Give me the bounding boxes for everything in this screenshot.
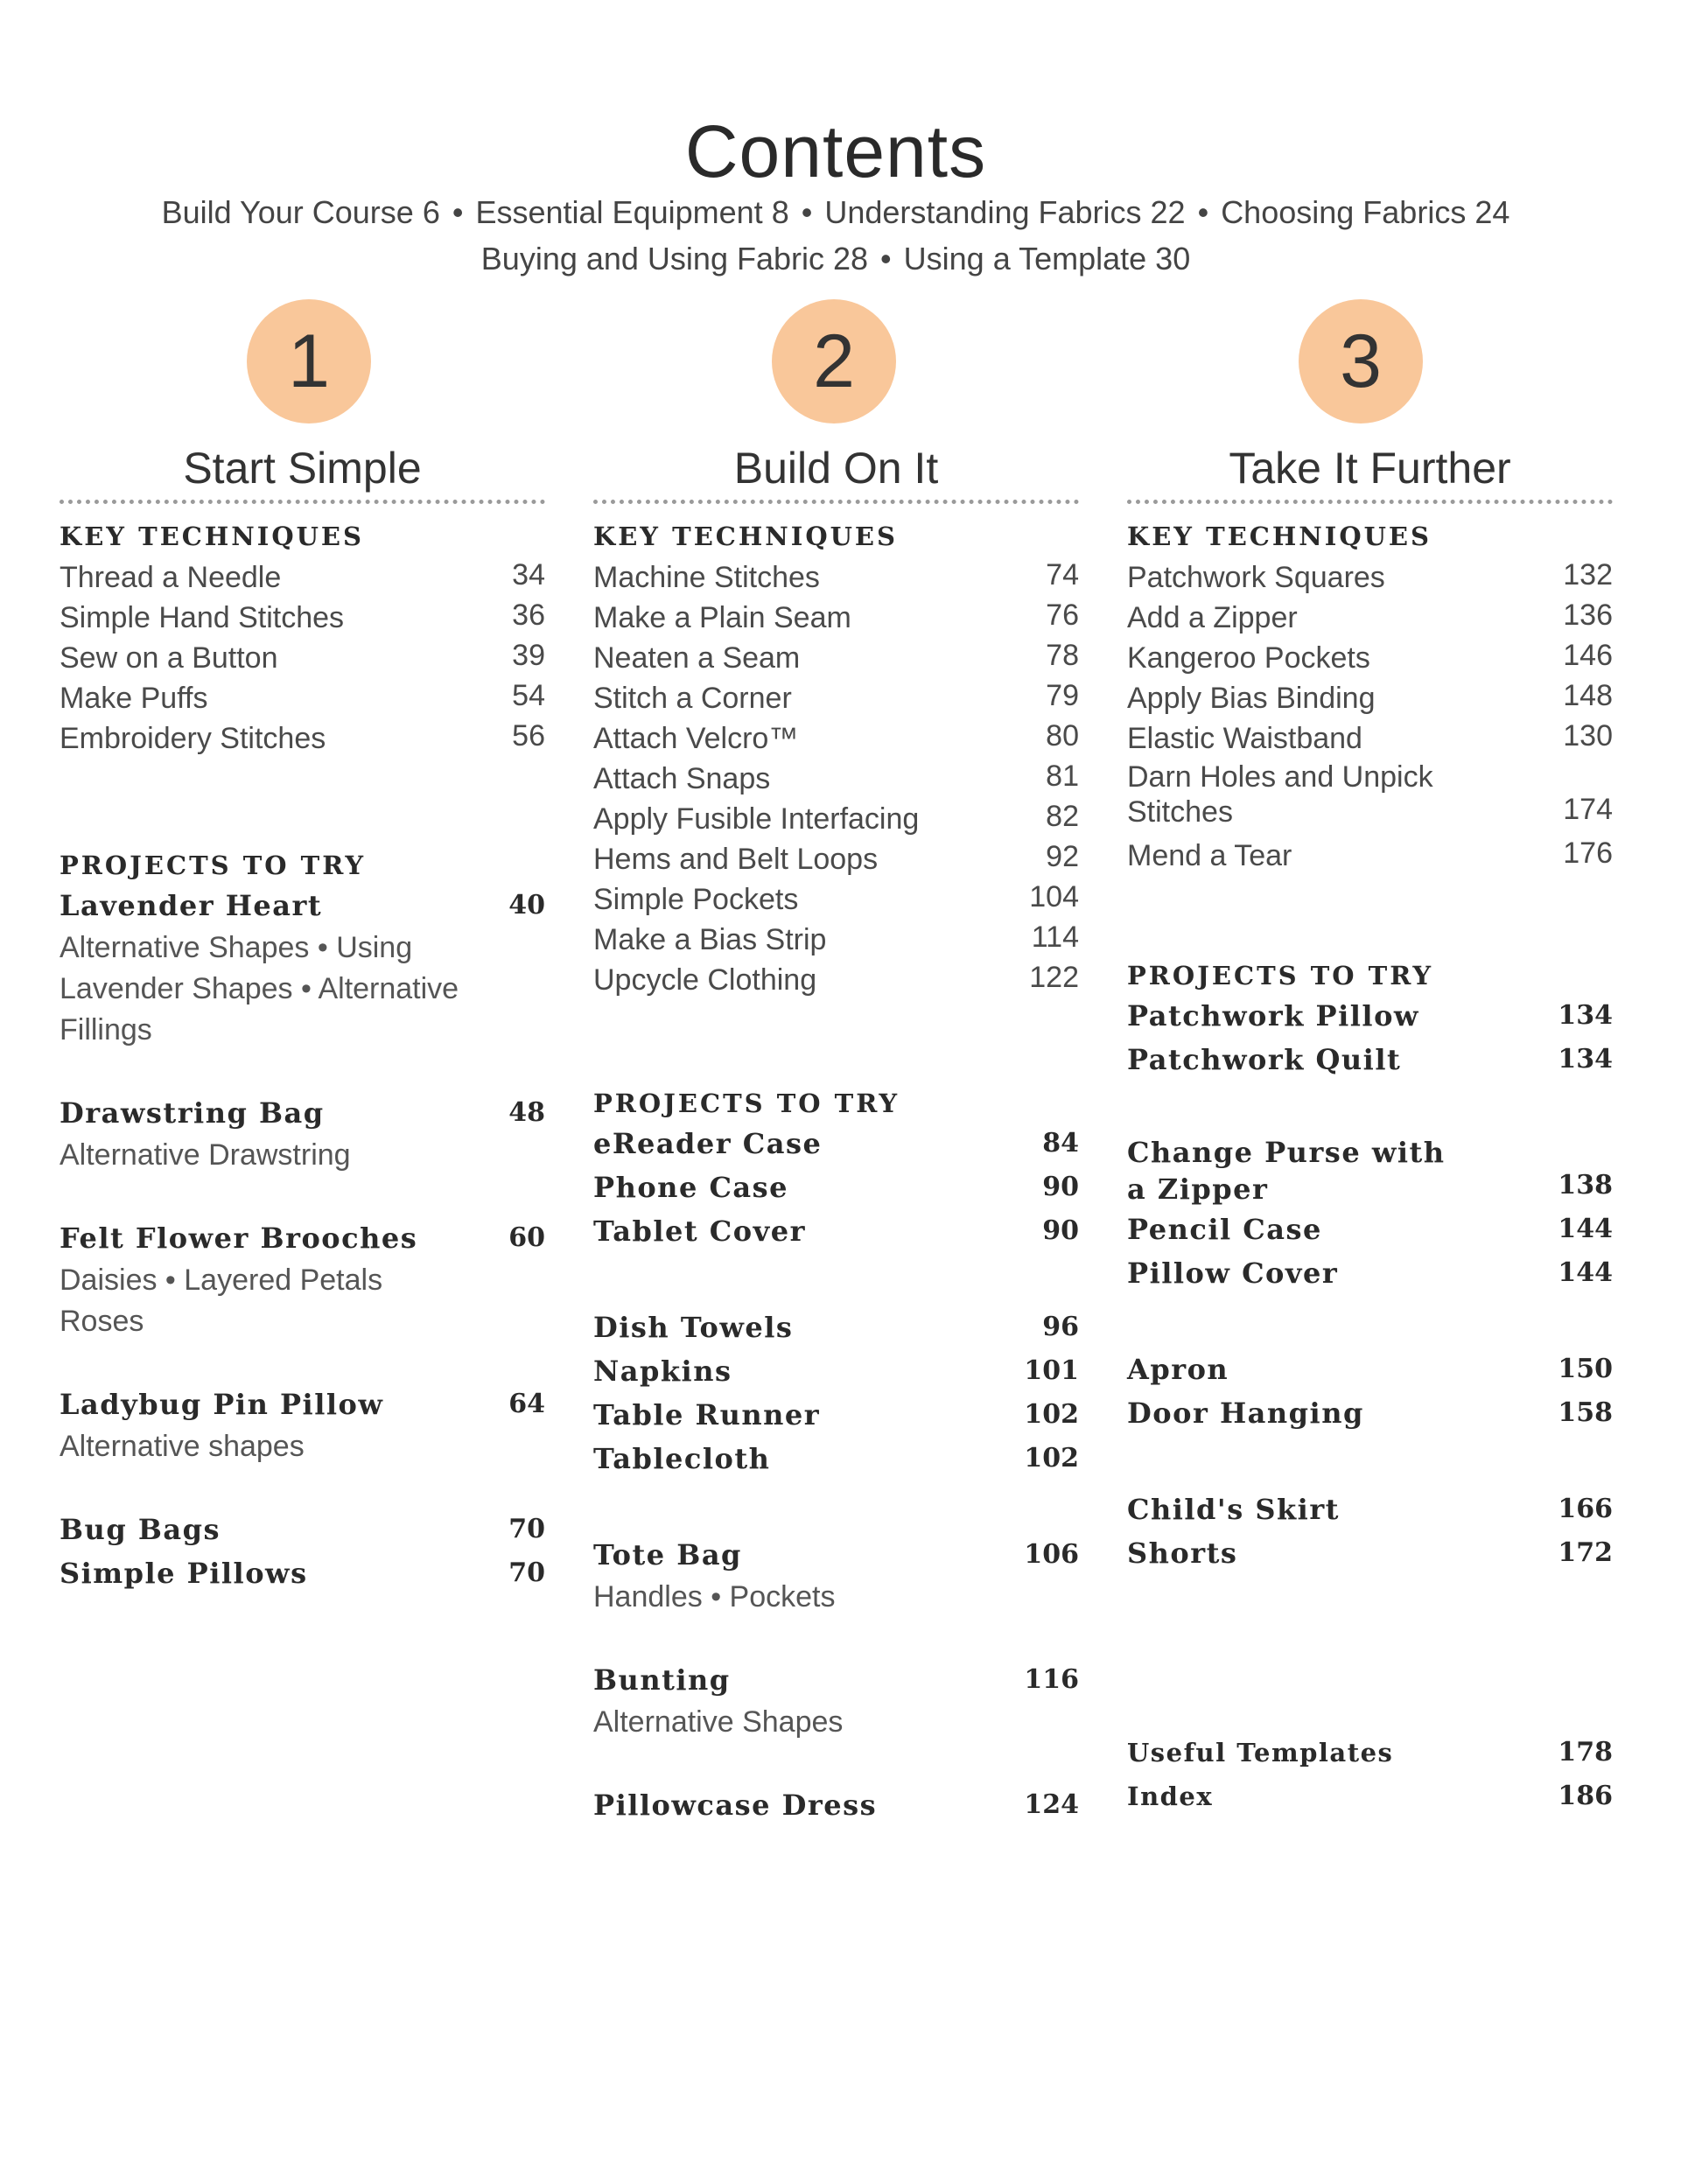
technique-entry[interactable]: Stitch a Corner 79 — [593, 679, 1079, 715]
projects-heading: PROJECTS TO TRY — [60, 850, 367, 880]
project-entry[interactable]: Phone Case 90 — [593, 1171, 1079, 1204]
key-techniques-heading: KEY TECHNIQUES — [1127, 522, 1432, 551]
technique-entry[interactable]: Kangeroo Pockets 146 — [1127, 639, 1613, 675]
technique-entry[interactable]: Simple Hand Stitches 36 — [60, 598, 545, 634]
technique-entry[interactable]: Apply Bias Binding 148 — [1127, 679, 1613, 715]
technique-entry[interactable]: Mend a Tear 176 — [1127, 836, 1613, 872]
key-techniques-heading: KEY TECHNIQUES — [593, 522, 898, 551]
project-entry[interactable]: Dish Towels 96 — [593, 1311, 1079, 1344]
project-entry[interactable]: Drawstring Bag 48 — [60, 1096, 545, 1130]
project-variations: Alternative Shapes • Using Lavender Shapes • Alternative Fillings — [60, 931, 459, 1046]
technique-entry[interactable]: Attach Snaps 81 — [593, 760, 1079, 795]
section-number-badge: 2 — [772, 299, 896, 424]
projects-heading: PROJECTS TO TRY — [1127, 961, 1434, 990]
project-entry[interactable]: eReader Case 84 — [593, 1127, 1079, 1160]
project-entry[interactable]: Patchwork Quilt 134 — [1127, 1043, 1613, 1076]
project-variations: Alternative Shapes — [593, 1705, 844, 1739]
project-entry[interactable]: Child's Skirt 166 — [1127, 1493, 1613, 1526]
extra-entry[interactable]: Index 186 — [1127, 1781, 1613, 1811]
technique-entry[interactable]: Upcycle Clothing 122 — [593, 961, 1079, 997]
section-start-simple — [60, 442, 545, 1595]
technique-entry[interactable]: Make a Plain Seam 76 — [593, 598, 1079, 634]
intro-link[interactable]: Understanding Fabrics 22 — [824, 194, 1186, 230]
dotted-divider — [593, 500, 1079, 504]
technique-entry[interactable]: Make a Bias Strip 114 — [593, 920, 1079, 956]
section-title: Start Simple — [183, 444, 422, 493]
dotted-divider — [60, 500, 545, 504]
section-title: Build On It — [733, 444, 939, 493]
intro-line-2 — [0, 241, 1671, 277]
extra-entry[interactable]: Useful Templates 178 — [1127, 1737, 1613, 1768]
intro-link[interactable]: Essential Equipment 8 — [475, 194, 789, 230]
technique-entry[interactable]: Apply Fusible Interfacing 82 — [593, 800, 1079, 836]
project-variations: Handles • Pockets — [593, 1580, 836, 1614]
project-entry[interactable]: Tablecloth 102 — [593, 1442, 1079, 1475]
technique-entry[interactable]: Elastic Waistband 130 — [1127, 719, 1613, 755]
project-entry[interactable]: Napkins 101 — [593, 1354, 1079, 1388]
project-entry[interactable]: Pencil Case 144 — [1127, 1213, 1613, 1246]
section-build-on-it — [593, 442, 1079, 1827]
project-entry[interactable]: Tablet Cover 90 — [593, 1214, 1079, 1248]
project-entry[interactable]: Bug Bags 70 — [60, 1513, 545, 1546]
technique-entry[interactable]: Darn Holes and Unpick Stitches 174 — [1127, 760, 1613, 829]
intro-link[interactable]: Choosing Fabrics 24 — [1221, 194, 1510, 230]
intro-link[interactable]: Buying and Using Fabric 28 — [480, 241, 869, 276]
project-entry[interactable]: Patchwork Pillow 134 — [1127, 999, 1613, 1032]
project-entry[interactable]: Table Runner 102 — [593, 1398, 1079, 1432]
intro-link[interactable]: Using a Template 30 — [903, 241, 1191, 276]
project-entry[interactable]: Pillow Cover 144 — [1127, 1256, 1613, 1290]
intro-line-1 — [0, 194, 1671, 231]
technique-entry[interactable]: Neaten a Seam 78 — [593, 639, 1079, 675]
technique-entry[interactable]: Make Puffs 54 — [60, 679, 545, 715]
technique-entry[interactable]: Thread a Needle 34 — [60, 558, 545, 594]
bullet-separator: • — [801, 194, 813, 230]
key-techniques-heading: KEY TECHNIQUES — [60, 522, 364, 551]
technique-entry[interactable]: Embroidery Stitches 56 — [60, 719, 545, 755]
project-variations: Alternative Drawstring — [60, 1138, 351, 1172]
section-number-badge: 3 — [1299, 299, 1423, 424]
project-entry[interactable]: Apron 150 — [1127, 1353, 1613, 1386]
project-entry[interactable]: Tote Bag 106 — [593, 1538, 1079, 1572]
technique-entry[interactable]: Hems and Belt Loops 92 — [593, 840, 1079, 876]
project-entry[interactable]: Ladybug Pin Pillow 64 — [60, 1388, 545, 1421]
bullet-separator: • — [452, 194, 464, 230]
intro-link[interactable]: Build Your Course 6 — [161, 194, 440, 230]
dotted-divider — [1127, 500, 1613, 504]
technique-entry[interactable]: Patchwork Squares 132 — [1127, 558, 1613, 594]
project-entry[interactable]: Change Purse with a Zipper 138 — [1127, 1136, 1613, 1206]
technique-entry[interactable]: Machine Stitches 74 — [593, 558, 1079, 594]
technique-entry[interactable]: Attach Velcro™ 80 — [593, 719, 1079, 755]
section-take-it-further — [1127, 442, 1613, 1818]
project-entry[interactable]: Felt Flower Brooches 60 — [60, 1222, 545, 1255]
section-title: Take It Further — [1229, 444, 1511, 493]
project-variations: Daisies • Layered Petals Roses — [60, 1264, 383, 1338]
project-entry[interactable]: Pillowcase Dress 124 — [593, 1788, 1079, 1822]
project-entry[interactable]: Door Hanging 158 — [1127, 1396, 1613, 1430]
section-number-badge: 1 — [247, 299, 371, 424]
project-entry[interactable]: Bunting 116 — [593, 1663, 1079, 1697]
project-entry[interactable]: Lavender Heart 40 — [60, 889, 545, 922]
bullet-separator: • — [880, 241, 892, 276]
projects-heading: PROJECTS TO TRY — [593, 1088, 900, 1118]
bullet-separator: • — [1197, 194, 1209, 230]
technique-entry[interactable]: Add a Zipper 136 — [1127, 598, 1613, 634]
technique-entry[interactable]: Sew on a Button 39 — [60, 639, 545, 675]
project-entry[interactable]: Shorts 172 — [1127, 1536, 1613, 1570]
project-entry[interactable]: Simple Pillows 70 — [60, 1557, 545, 1590]
technique-entry[interactable]: Simple Pockets 104 — [593, 880, 1079, 916]
project-variations: Alternative shapes — [60, 1430, 305, 1463]
page-title: Contents — [684, 110, 987, 192]
